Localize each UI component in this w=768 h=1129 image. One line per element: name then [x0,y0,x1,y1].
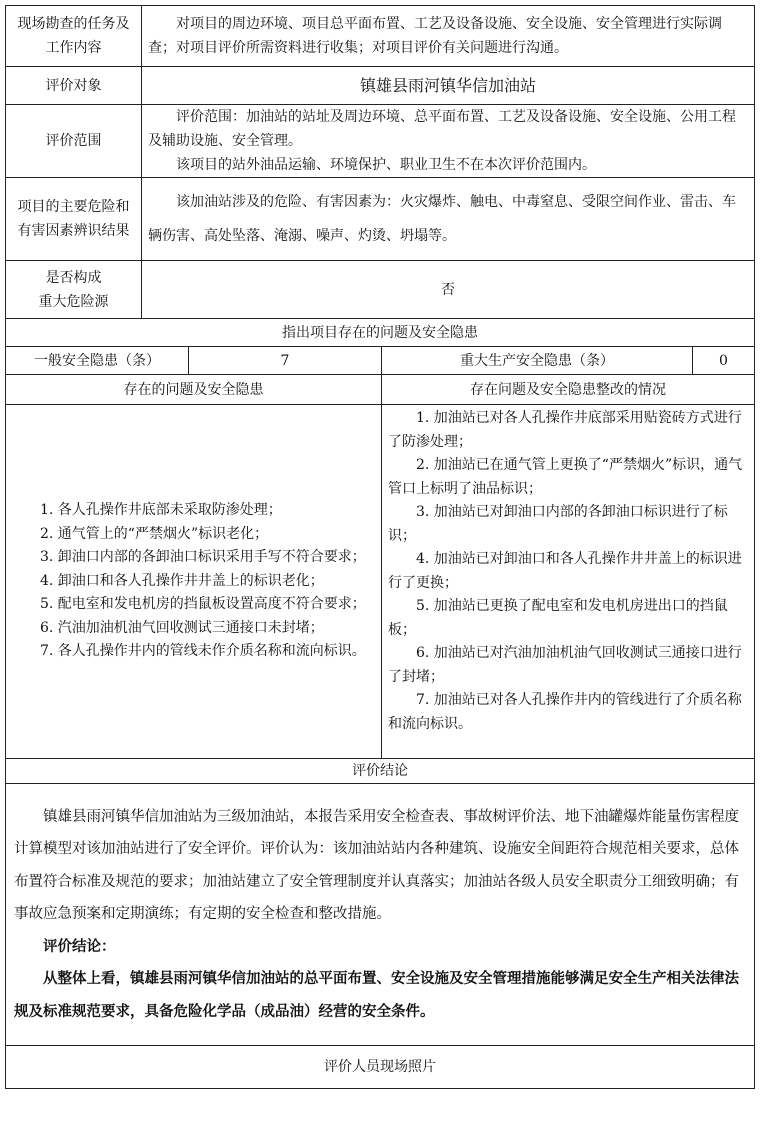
fixes-list [382,405,755,759]
list-item: 1. 各人孔操作井底部未采取防渗处理； [40,502,282,519]
list-item: 2. 加油站已在通气管上更换了“严禁烟火”标识，通气管口上标明了油品标识； [388,457,743,497]
major-hazard-row [6,261,755,319]
fixes-column-header: 存在问题及安全隐患整改的情况 [382,375,755,405]
hazard-row [6,178,755,261]
counts-row [6,347,755,375]
major-hazard-label [6,261,142,319]
list-item: 6. 加油站已对汽油加油机油气回收测试三通接口进行了封堵； [388,645,742,685]
conclusion-bold-title: 评价结论： [43,937,116,955]
object-label: 评价对象 [6,67,142,105]
survey-row [6,6,755,67]
list-item: 7. 加油站已对各人孔操作井内的管线进行了介质名称和流向标识。 [388,692,742,732]
conclusion-cell [6,784,755,1046]
list-item: 5. 配电室和发电机房的挡鼠板设置高度不符合要求； [40,596,366,613]
major-hazard-label-line-1: 是否构成 [45,269,102,286]
photos-header: 评价人员现场照片 [6,1046,755,1089]
list-item: 5. 加油站已更换了配电室和发电机房进出口的挡鼠板； [388,598,728,638]
issues-fixes-row [6,405,755,759]
issues-column-header: 存在的问题及安全隐患 [6,375,382,405]
major-hazard-label-line-2: 重大危险源 [38,293,109,310]
scope-label: 评价范围 [6,105,142,178]
issues-header-row [6,319,755,347]
list-item: 4. 加油站已对卸油口和各人孔操作井井盖上的标识进行了更换； [388,551,742,591]
survey-text: 对项目的周边环境、项目总平面布置、工艺及设备设施、安全设施、安全管理进行实际调查；对项目评价所需资料进行收集；对项目评价有关问题进行沟通。 [142,6,755,67]
hazard-text: 该加油站涉及的危险、有害因素为：火灾爆炸、触电、中毒窒息、受限空间作业、雷击、车辆伤害、高处坠落、淹溺、噪声、灼烫、坍塌等。 [142,178,755,261]
conclusion-header-row [6,759,755,784]
scope-line-2: 该项目的站外油品运输、环境保护、职业卫生不在本次评价范围内。 [176,157,596,173]
conclusion-paragraph: 镇雄县雨河镇华信加油站为三级加油站，本报告采用安全检查表、事故树评价法、地下油罐爆炸能量伤害程度计算模型对该加油站进行了安全评价。评价认为：该加油站站内各种建筑、设施安全间距符合规范相关要求，总体布置符合标准及规范的要求；加油站建立了安全管理制度并认真落实；加油站各级人员安全职责分工细致明确；有事故应急预案和定期演练；有定期的安全检查和整改措施。 [14,808,739,923]
evaluation-report-table [5,5,755,1089]
list-item: 1. 加油站已对各人孔操作井底部采用贴瓷砖方式进行了防渗处理； [388,410,742,450]
conclusion-header: 评价结论 [6,759,755,784]
list-item: 3. 加油站已对卸油口内部的各卸油口标识进行了标识； [388,504,728,544]
list-item: 6. 汽油加油机油气回收测试三通接口未封堵； [40,619,324,636]
scope-line-1: 评价范围：加油站的站址及周边环境、总平面布置、工艺及设备设施、安全设施、公用工程及辅助设施、安全管理。 [148,109,736,149]
hazard-label: 项目的主要危险和有害因素辨识结果 [6,178,142,261]
list-item: 3. 卸油口内部的各卸油口标识采用手写不符合要求； [40,549,366,566]
photos-header-row [6,1046,755,1089]
general-hazard-label: 一般安全隐患（条） [6,347,189,375]
columns-header-row [6,375,755,405]
list-item: 2. 通气管上的“严禁烟火”标识老化； [40,525,269,542]
scope-cell [142,105,755,178]
list-item: 4. 卸油口和各人孔操作井井盖上的标识老化； [40,572,324,589]
general-hazard-count: 7 [189,347,382,375]
major-hazard-value: 否 [142,261,755,319]
object-row [6,67,755,105]
issues-list [6,405,382,759]
major-hazard-count: 0 [693,347,755,375]
conclusion-bold-text: 从整体上看，镇雄县雨河镇华信加油站的总平面布置、安全设施及安全管理措施能够满足安全生产相关法律法规及标准规范要求，具备危险化学品（成品油）经营的安全条件。 [14,970,739,1020]
survey-label: 现场勘查的任务及工作内容 [6,6,142,67]
list-item: 7. 各人孔操作井内的管线未作介质名称和流向标识。 [40,643,366,660]
scope-row [6,105,755,178]
major-hazard-count-label: 重大生产安全隐患（条） [382,347,693,375]
conclusion-row [6,784,755,1046]
issues-header: 指出项目存在的问题及安全隐患 [6,319,755,347]
object-value: 镇雄县雨河镇华信加油站 [142,67,755,105]
